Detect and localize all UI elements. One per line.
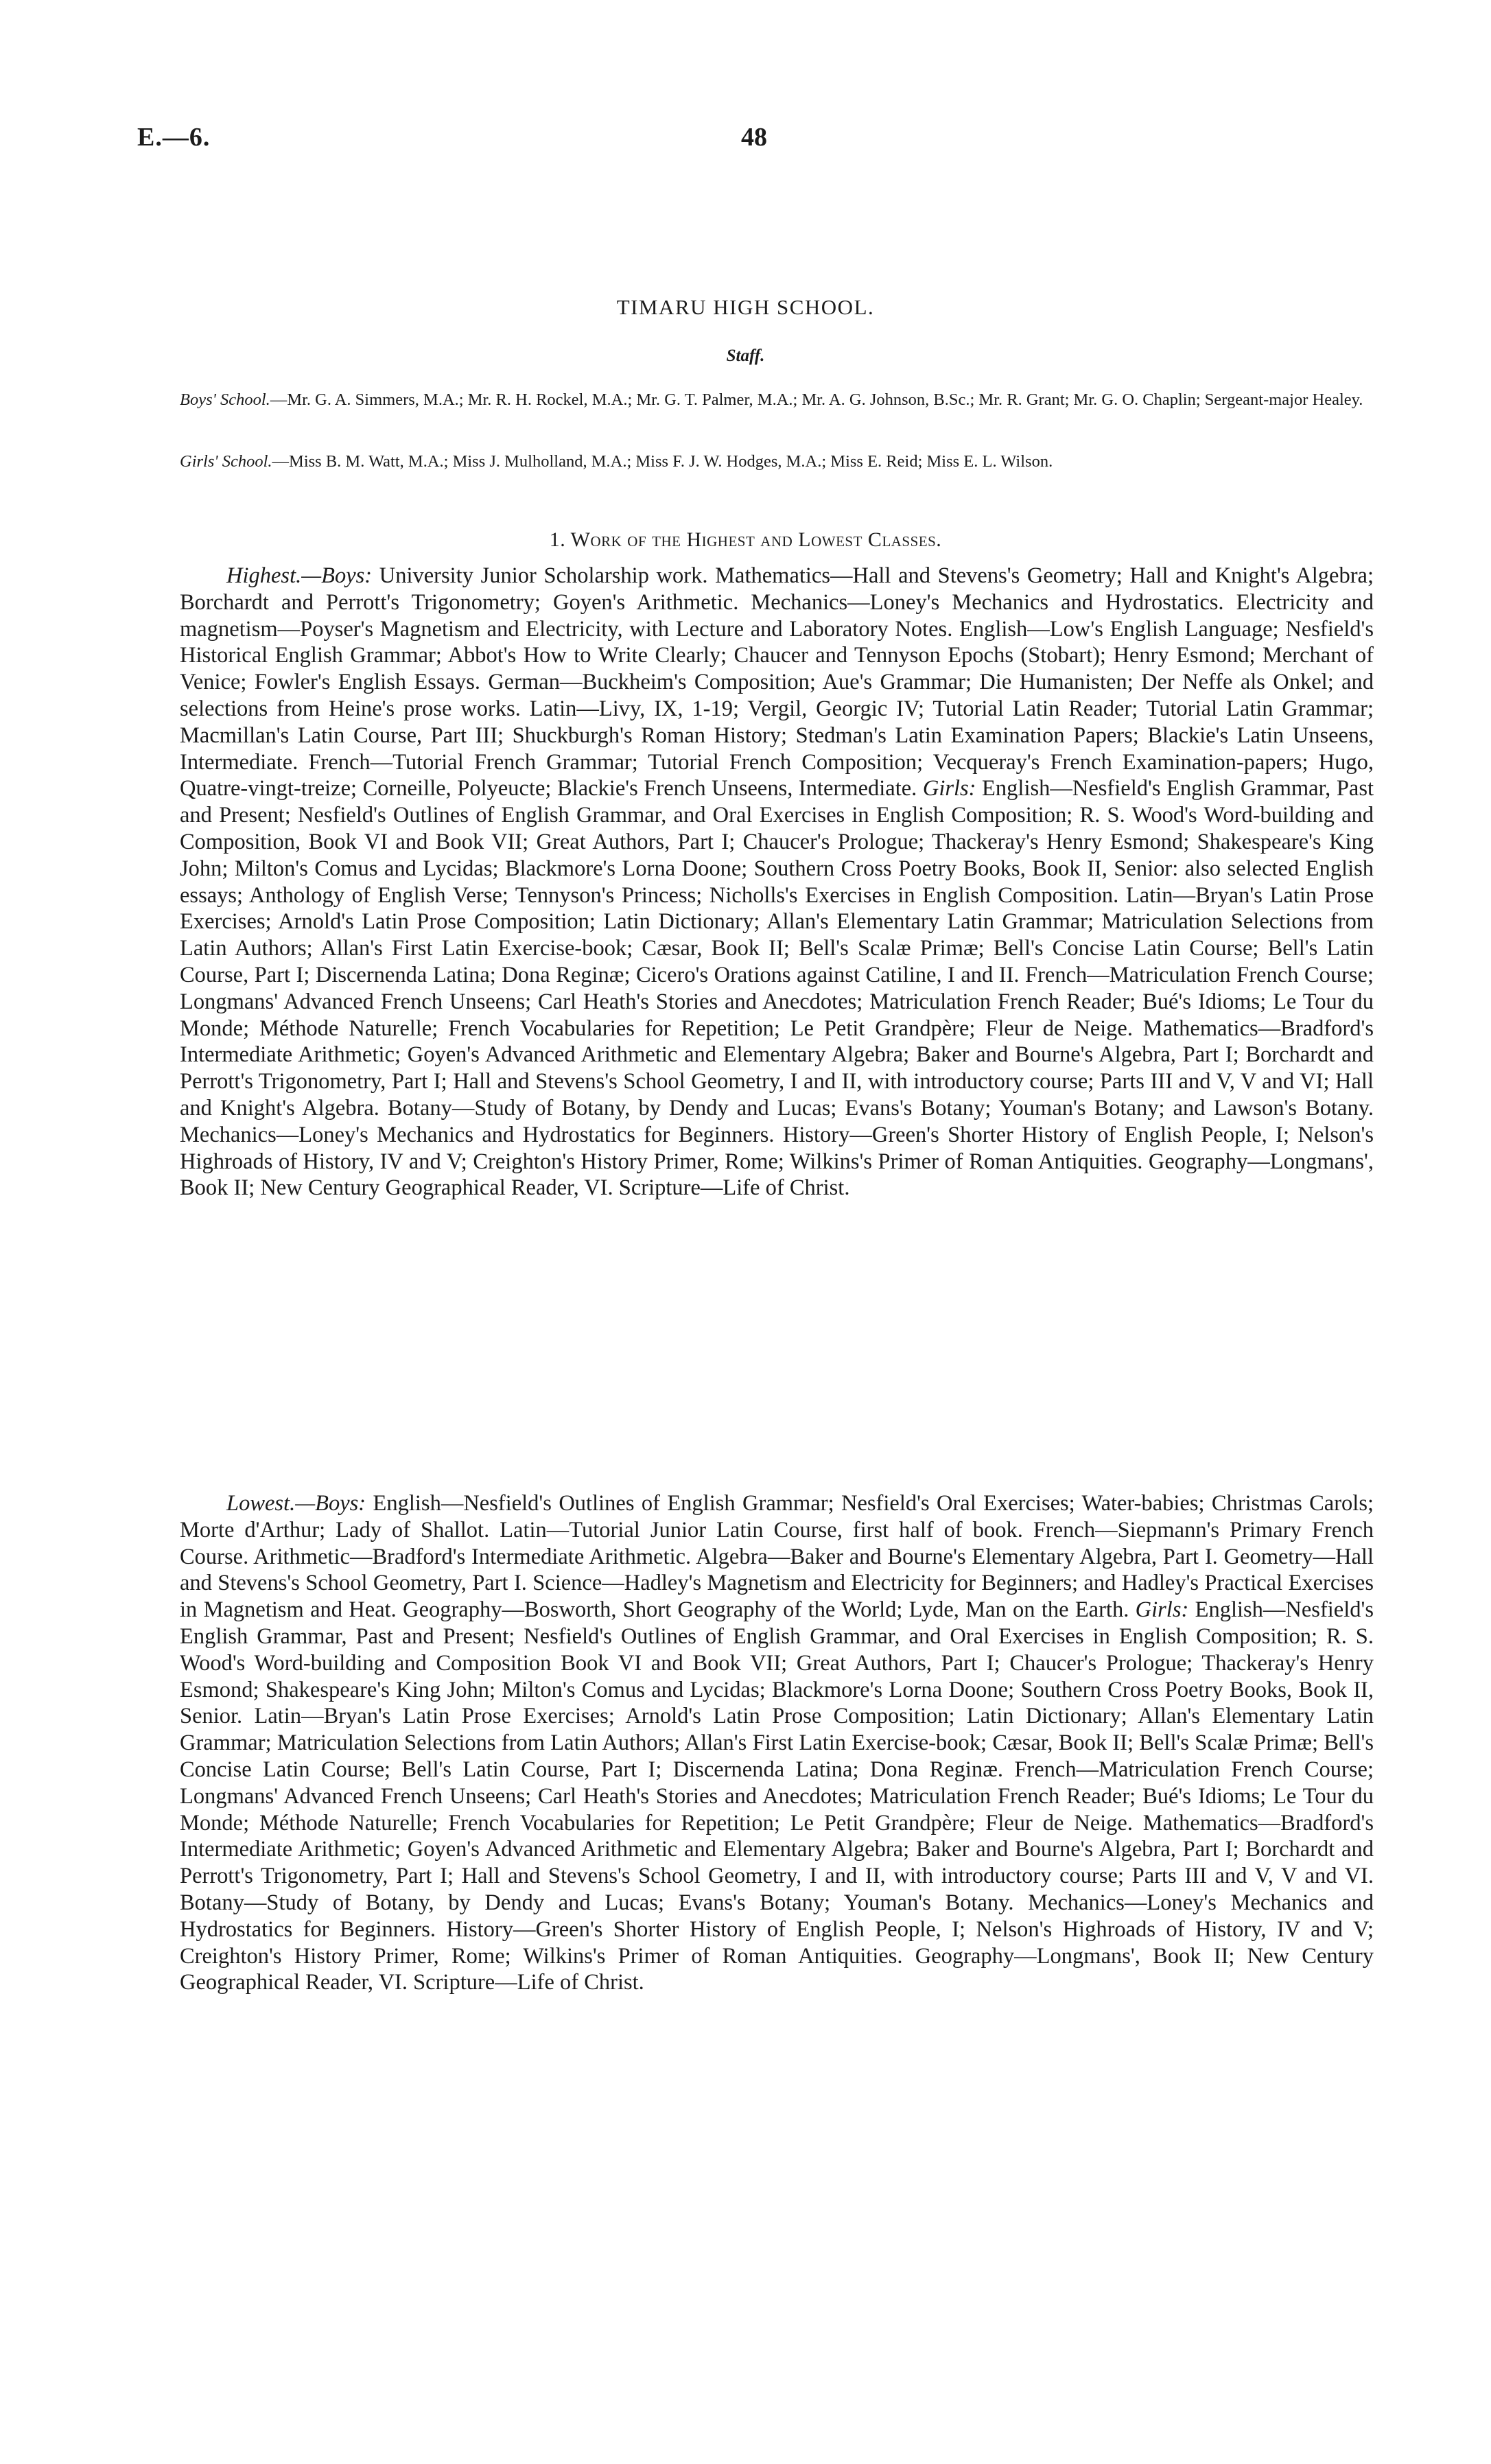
lowest-boys-label: Lowest.—Boys: (226, 1491, 366, 1516)
staff-girls-school (180, 450, 1374, 473)
document-code: E.—6. (137, 123, 211, 152)
staff-heading: Staff. (726, 347, 765, 365)
lowest-girls-text: English—Nesfield's English Grammar, Past and Present; Nesfield's Outlines of English Grammar, and Oral Exercises in English Composition; R. S. Wood's Word-building and Composition Book VI and Book VII; Great Authors, Part I; Chaucer's Prologue; Thackeray's Henry Esmond; Shakespeare's King John; Milton's Comus and Lycidas; Blackmore's Lorna Doone; Southern Cross Poetry Books, Book II, Senior. Latin—Bryan's Latin Prose Exercises; Arnold's Latin Prose Composition; Latin Dictionary; Allan's Elementary Latin Grammar; Matriculation Selections from Latin Authors; Allan's First Latin Exercise-book; Cæsar, Book II; Bell's Scalæ Primæ; Bell's Concise Latin Course; Bell's Latin Course, Part I; Discernenda Latina; Dona Reginæ. French—Matriculation French Course; Longmans' Advanced French Unseens; Carl Heath's Stories and Anecdotes; Matriculation French Reader; Bué's Idioms; Le Tour du Monde; Méthode Naturelle; French Vocabularies for Repetition; Le Petit Grandpère; Fleur de Neige. Mathematics—Bradford's Intermediate Arithmetic; Goyen's Advanced Arithmetic and Elementary Algebra; Baker and Bourne's Algebra, Part I; Borchardt and Perrott's Trigonometry, Part I; Hall and Stevens's School Geometry, I and II, with introductory course; Parts III and V, V and VI. Botany—Study of Botany, by Dendy and Lucas; Evans's Botany; Youman's Botany. Mechanics—Loney's Mechanics and Hydrostatics for Beginners. History—Green's Shorter History of English People, I; Nelson's Highroads of History, IV and V; Creighton's History Primer, Rome; Wilkins's Primer of Roman Antiquities. Geography—Longmans', Book II; New Century Geographical Reader, VI. Scripture—Life of Christ. (180, 1597, 1374, 1995)
lowest-girls-label: Girls: (1135, 1597, 1189, 1623)
highest-girls-text: English—Nesfield's English Grammar, Past and Present; Nesfield's Outlines of English Grammar, and Oral Exercises in English Composition; R. S. Wood's Word-building and Composition, Book VI and Book VII; Great Authors, Part I; Chaucer's Prologue; Thackeray's Henry Esmond; Shakespeare's King John; Milton's Comus and Lycidas; Blackmore's Lorna Doone; Southern Cross Poetry Books, Book II, Senior: also selected English essays; Anthology of English Verse; Tennyson's Princess; Nicholls's Exercises in English Composition. Latin—Bryan's Latin Prose Exercises; Arnold's Latin Prose Composition; Latin Dictionary; Allan's Elementary Latin Grammar; Matriculation Selections from Latin Authors; Allan's First Latin Exercise-book; Cæsar, Book II; Bell's Scalæ Primæ; Bell's Concise Latin Course; Bell's Latin Course, Part I; Discernenda Latina; Dona Reginæ; Cicero's Orations against Catiline, I and II. French—Matriculation French Course; Longmans' Advanced French Unseens; Carl Heath's Stories and Anecdotes; Matriculation French Reader; Bué's Idioms; Le Tour du Monde; Méthode Naturelle; French Vocabularies for Repetition; Le Petit Grandpère; Fleur de Neige. Mathematics—Bradford's Intermediate Arithmetic; Goyen's Advanced Arithmetic and Elementary Algebra; Baker and Bourne's Algebra, Part I; Borchardt and Perrott's Trigonometry, Part I; Hall and Stevens's School Geometry, I and II, with introductory course; Parts III and V, V and VI; Hall and Knight's Algebra. Botany—Study of Botany, by Dendy and Lucas; Evans's Botany; Youman's Botany; and Lawson's Botany. Mechanics—Loney's Mechanics and Hydrostatics for Beginners. History—Green's Shorter History of English People, I; Nelson's Highroads of History, IV and V; Creighton's History Primer, Rome; Wilkins's Primer of Roman Antiquities. Geography—Longmans', Book II; New Century Geographical Reader, VI. Scripture—Life of Christ. (180, 776, 1374, 1201)
page-number: 48 (741, 123, 767, 152)
staff-girls-label: Girls' School. (180, 452, 272, 471)
section-heading: 1. Work of the Highest and Lowest Classes. (549, 528, 942, 551)
staff-boys-school (180, 388, 1374, 412)
highest-girls-label: Girls: (922, 776, 976, 801)
highest-boys-text: University Junior Scholarship work. Mathematics—Hall and Stevens's Geometry; Hall and Knight's Algebra; Borchardt and Perrott's Trigonometry; Goyen's Arithmetic. Mechanics—Loney's Mechanics and Hydrostatics. Electricity and magnetism—Poyser's Magnetism and Electricity, with Lecture and Laboratory Notes. English—Low's English Language; Nesfield's Historical English Grammar; Abbot's How to Write Clearly; Chaucer and Tennyson Epochs (Stobart); Henry Esmond; Merchant of Venice; Fowler's English Essays. German—Buckheim's Composition; Aue's Grammar; Die Humanisten; Der Neffe als Onkel; and selections from Heine's prose works. Latin—Livy, IX, 1-19; Vergil, Georgic IV; Tutorial Latin Reader; Tutorial Latin Grammar; Macmillan's Latin Course, Part III; Shuckburgh's Roman History; Stedman's Latin Examination Papers; Blackie's Latin Unseens, Intermediate. French—Tutorial French Grammar; Tutorial French Composition; Vecqueray's French Examination-papers; Hugo, Quatre-vingt-treize; Corneille, Polyeucte; Blackie's French Unseens, Intermediate. (180, 563, 1374, 801)
lowest-boys-text: English—Nesfield's Outlines of English Grammar; Nesfield's Oral Exercises; Water-babies; Christmas Carols; Morte d'Arthur; Lady of Shallot. Latin—Tutorial Junior Latin Course, first half of book. French—Siepmann's Primary French Course. Arithmetic—Bradford's Intermediate Arithmetic. Algebra—Baker and Bourne's Elementary Algebra, Part I. Geometry—Hall and Stevens's School Geometry, Part I. Science—Hadley's Magnetism and Electricity for Beginners; and Hadley's Practical Exercises in Magnetism and Heat. Geography—Bosworth, Short Geography of the World; Lyde, Man on the Earth. (180, 1491, 1374, 1623)
staff-girls-list: —Miss B. M. Watt, M.A.; Miss J. Mulholland, M.A.; Miss F. J. W. Hodges, M.A.; Miss E. Reid; Miss E. L. Wilson. (272, 452, 1053, 471)
highest-class-paragraph (180, 563, 1374, 1201)
lowest-class-paragraph (180, 1490, 1374, 1996)
staff-boys-list: —Mr. G. A. Simmers, M.A.; Mr. R. H. Rockel, M.A.; Mr. G. T. Palmer, M.A.; Mr. A. G. Johnson, B.Sc.; Mr. R. Grant; Mr. G. O. Chaplin; Sergeant-major Healey. (270, 390, 1363, 409)
page-header (0, 122, 1491, 163)
highest-boys-label: Highest.—Boys: (226, 563, 373, 588)
page-title: TIMARU HIGH SCHOOL. (616, 295, 875, 319)
staff-boys-label: Boys' School. (180, 390, 270, 409)
